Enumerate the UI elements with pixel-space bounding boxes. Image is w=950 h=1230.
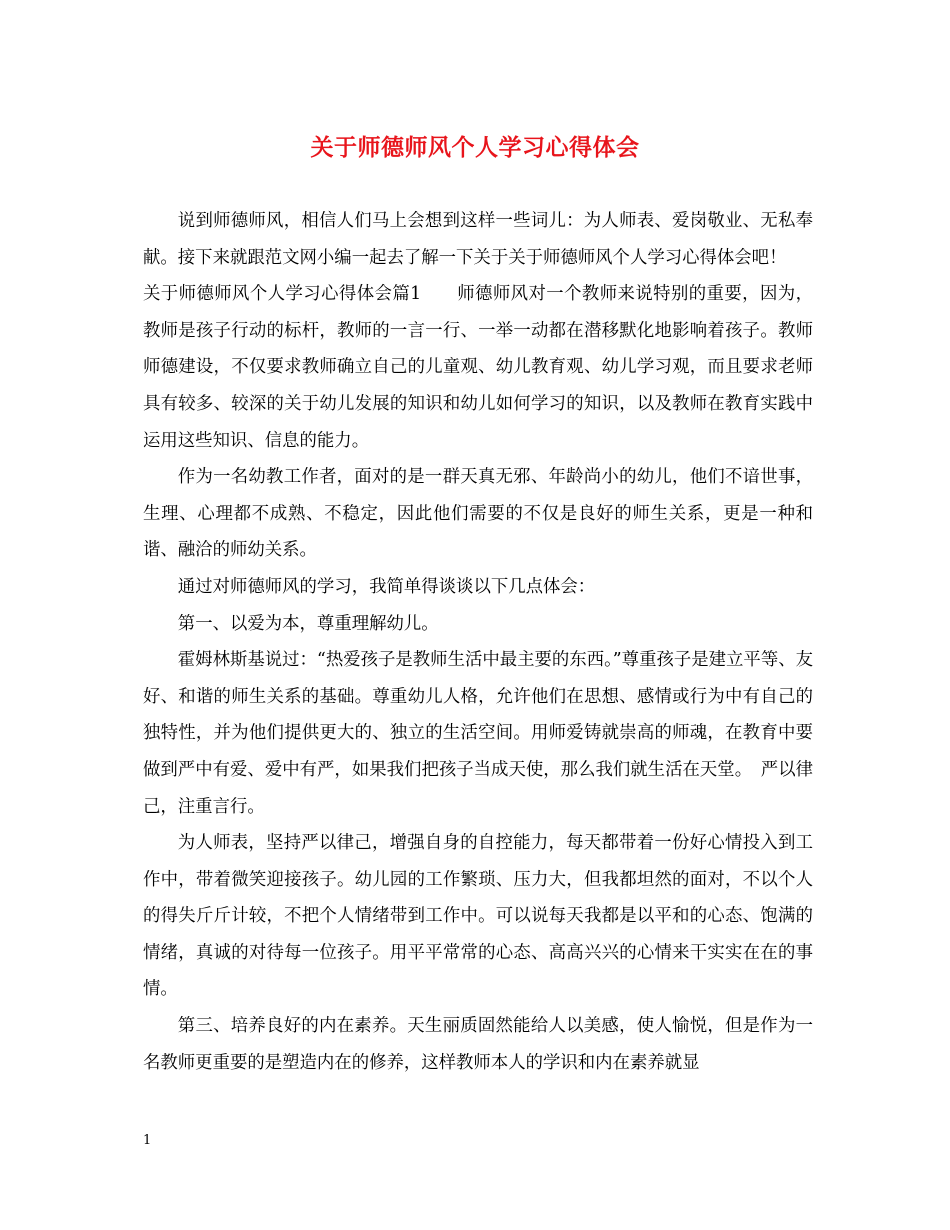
paragraph-point-3: 第三、培养良好的内在素养。天生丽质固然能给人以美感，使人愉悦，但是作为一名教师更重要的是塑造内在的修养，这样教师本人的学识和内在素养就显 [143,1016,813,1073]
paragraph-preschool-teacher: 作为一名幼教工作者，面对的是一群天真无邪、年龄尚小的幼儿，他们不谙世事，生理、心理都不成熟、不稳定，因此他们需要的不仅是良好的师生关系，更是一种和谐、融洽的师幼关系。 [143,467,813,561]
paragraph-point-1: 第一、以爱为本，尊重理解幼儿。 [177,613,439,634]
document-title: 关于师德师风个人学习心得体会 [310,134,640,161]
paragraph-quote: 霍姆林斯基说过：“热爱孩子是教师生活中最主要的东西。”尊重孩子是建立平等、友好、和谐的师生关系的基础。尊重幼儿人格，允许他们在思想、感情或行为中有自己的独特性，并为他们提供更大的、独立的生活空间。用师爱铸就崇高的师魂，在教育中要做到严中有爱、爱中有严，如果我们把孩子当成天使，那么我们就生活在天堂。 严以律己，注重言行。 [143,650,813,817]
page-number: 1 [143,1133,152,1148]
document-body [143,203,813,1081]
paragraph-experience-intro: 通过对师德师风的学习，我简单得谈谈以下几点体会： [177,576,596,597]
paragraph-intro: 说到师德师风，相信人们马上会想到这样一些词儿：为人师表、爱岗敬业、无私奉献。接下来就跟范文网小编一起去了解一下关于关于师德师风个人学习心得体会吧！ [143,211,813,268]
paragraph-self-discipline: 为人师表，坚持严以律己，增强自身的自控能力，每天都带着一份好心情投入到工作中，带着微笑迎接孩子。幼儿园的工作繁琐、压力大，但我都坦然的面对，不以个人的得失斤斤计较，不把个人情绪带到工作中。可以说每天我都是以平和的心态、饱满的情绪，真诚的对待每一位孩子。用平平常常的心态、高高兴兴的心情来干实实在在的事情。 [143,833,813,1000]
paragraph-section-1: 关于师德师风个人学习心得体会篇1 师德师风对一个教师来说特别的重要，因为，教师是孩子行动的标杆，教师的一言一行、一举一动都在潜移默化地影响着孩子。教师师德建设，不仅要求教师确立自己的儿童观、幼儿教育观、幼儿学习观，而且要求老师具有较多、较深的关于幼儿发展的知识和幼儿如何学习的知识，以及教师在教育实践中运用这些知识、信息的能力。 [143,284,813,451]
